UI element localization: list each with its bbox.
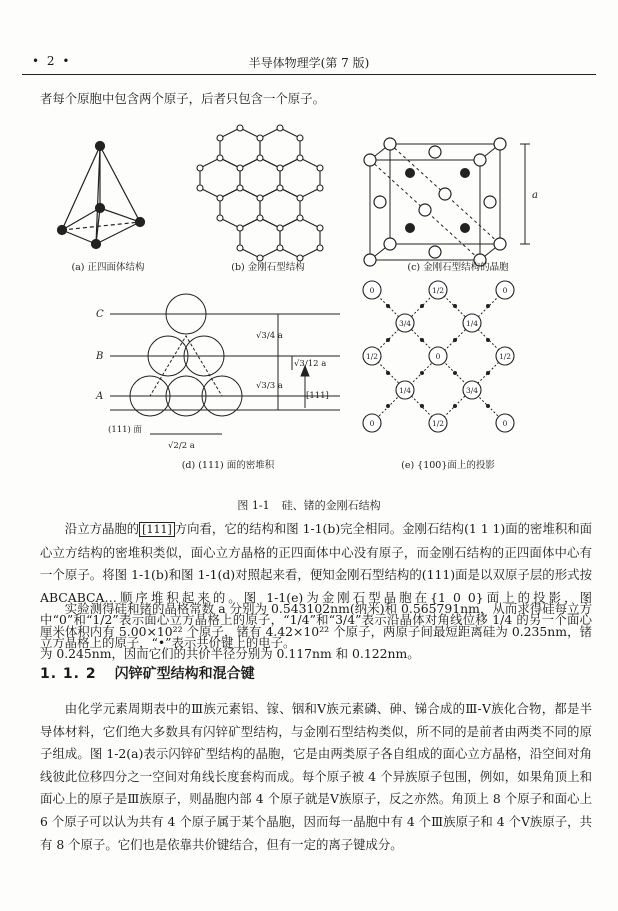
paragraph-2: 实验测得硅和锗的晶格常数 a 分别为 0.543102nm(纳米)和 0.565791nm，从而求得硅每立方厘米体积内有 5.00×10²² 个原子，锗有 4.42×10²² 个原子，两原子间最短距离硅为 0.235nm，锗为 0.245nm，因而它们的共价半径分别为 0.117nm 和 0.122nm。 [40, 601, 592, 662]
projection-diagram [363, 281, 514, 432]
proj-label-1: 1/2 [431, 286, 445, 295]
proj-label-6: 0 [435, 352, 441, 361]
paragraph-1-direction: [111] [139, 522, 175, 537]
layer-B-label: B [96, 351, 104, 362]
diamond-unit-cell-diagram [364, 138, 538, 266]
caption-a: (a) 正四面体结构 [71, 262, 145, 273]
sqrt3-3-label: √3/3 a [256, 381, 283, 391]
proj-label-3: 3/4 [398, 319, 412, 328]
caption-b: (b) 金刚石型结构 [231, 262, 305, 273]
proj-label-12: 0 [502, 419, 508, 428]
paragraph-1-lead: 沿立方晶胞的 [64, 521, 140, 536]
caption-d: (d) (111) 面的密堆积 [181, 460, 275, 471]
diamond-structure-diagram [197, 125, 323, 261]
proj-label-11: 1/2 [431, 419, 445, 428]
proj-label-10: 0 [369, 419, 375, 428]
tetrahedron-diagram [58, 142, 145, 249]
page-number: • 2 • [32, 54, 72, 68]
paragraph-3: 由化学元素周期表中的Ⅲ族元素铝、镓、铟和Ⅴ族元素磷、砷、锑合成的Ⅲ-Ⅴ族化合物，都是半导体材料，它们绝大多数具有闪锌矿型结构，与金刚石型结构类似，所不同的是前者由两类不同的原子组成。图 1-2(a)表示闪锌矿型结构的晶胞，它是由两类原子各自组成的面心立方晶格，沿空间对角线彼此位移四分之一空间对角线长度套构而成。每个原子被 4 个异族原子包围，例如，如果角顶上和面心上的原子是Ⅲ族原子，则晶胞内部 4 个原子就是Ⅴ族原子，反之亦然。角顶上 8 个原子和面心上 6 个原子可以认为共有 4 个原子属于某个晶胞，因而每一晶胞中有 4 个Ⅲ族原子和 4 个Ⅴ族原子，共有 8 个原子。它们也是依靠共价键结合，但有一定的离子键成分。 [40, 701, 592, 852]
lattice-a-label: a [532, 190, 538, 201]
figure-drawings [0, 118, 618, 498]
figure-caption-number: 图 1-1 [237, 499, 270, 512]
proj-label-7: 1/2 [498, 352, 512, 361]
figure-caption-text: 硅、锗的金刚石结构 [281, 499, 381, 512]
layer-C-label: C [96, 309, 104, 320]
layer-A-label: A [96, 391, 104, 402]
section-heading [40, 663, 255, 683]
paragraph-1-rest: 方向看，它的结构和图 1-1(b)完全相同。金刚石结构(1 1 1)面的密堆积和面心立方结构的密堆积类似，面心立方晶格的正四面体中心没有原子，而金刚石结构的正四面体中心有一个原子。将图 1-1(b)和图 1-1(d)对照起来看，便知金刚石型结构的(111)面是以双原子层的形式按 ABCABCA…顺序堆积起来的。图 1-1(e)为金刚石型晶胞在{1 0 0}面上的投影，图中“0”和“1/2”表示面心立方晶格上的原子，“1/4”和“3/4”表示沿晶体对角线位移 1/4 的另一个面心立方晶格上的原子，“•”表示共价键上的电子。 [40, 521, 593, 650]
section-title: 闪锌矿型结构和混合键 [114, 666, 255, 682]
plane-111-label: (111) 面 [108, 425, 143, 435]
close-packing-diagram [95, 294, 340, 451]
sqrt3-12-label: √3/12 a [294, 359, 327, 369]
caption-c: (c) 金刚石型结构的晶胞 [407, 262, 509, 273]
sqrt3-4-label: √3/4 a [256, 331, 283, 341]
intro-line: 者每个原胞中包含两个原子，后者只包含一个原子。 [40, 91, 325, 106]
proj-label-9: 3/4 [465, 386, 479, 395]
proj-label-5: 1/2 [365, 352, 379, 361]
figure-1-1 [0, 118, 618, 498]
direction-111-label: [111] [306, 391, 329, 401]
running-header [22, 52, 596, 75]
figure-caption [0, 497, 618, 513]
book-title: 半导体物理学(第 7 版) [248, 56, 370, 70]
proj-label-4: 1/4 [465, 319, 479, 328]
proj-label-8: 1/4 [398, 386, 412, 395]
caption-e: (e) {100}面上的投影 [401, 460, 495, 471]
section-number: 1. 1. 2 [40, 666, 97, 682]
proj-label-0: 0 [369, 286, 375, 295]
sqrt2-2-label: √2/2 a [168, 441, 195, 451]
proj-label-2: 0 [502, 286, 508, 295]
